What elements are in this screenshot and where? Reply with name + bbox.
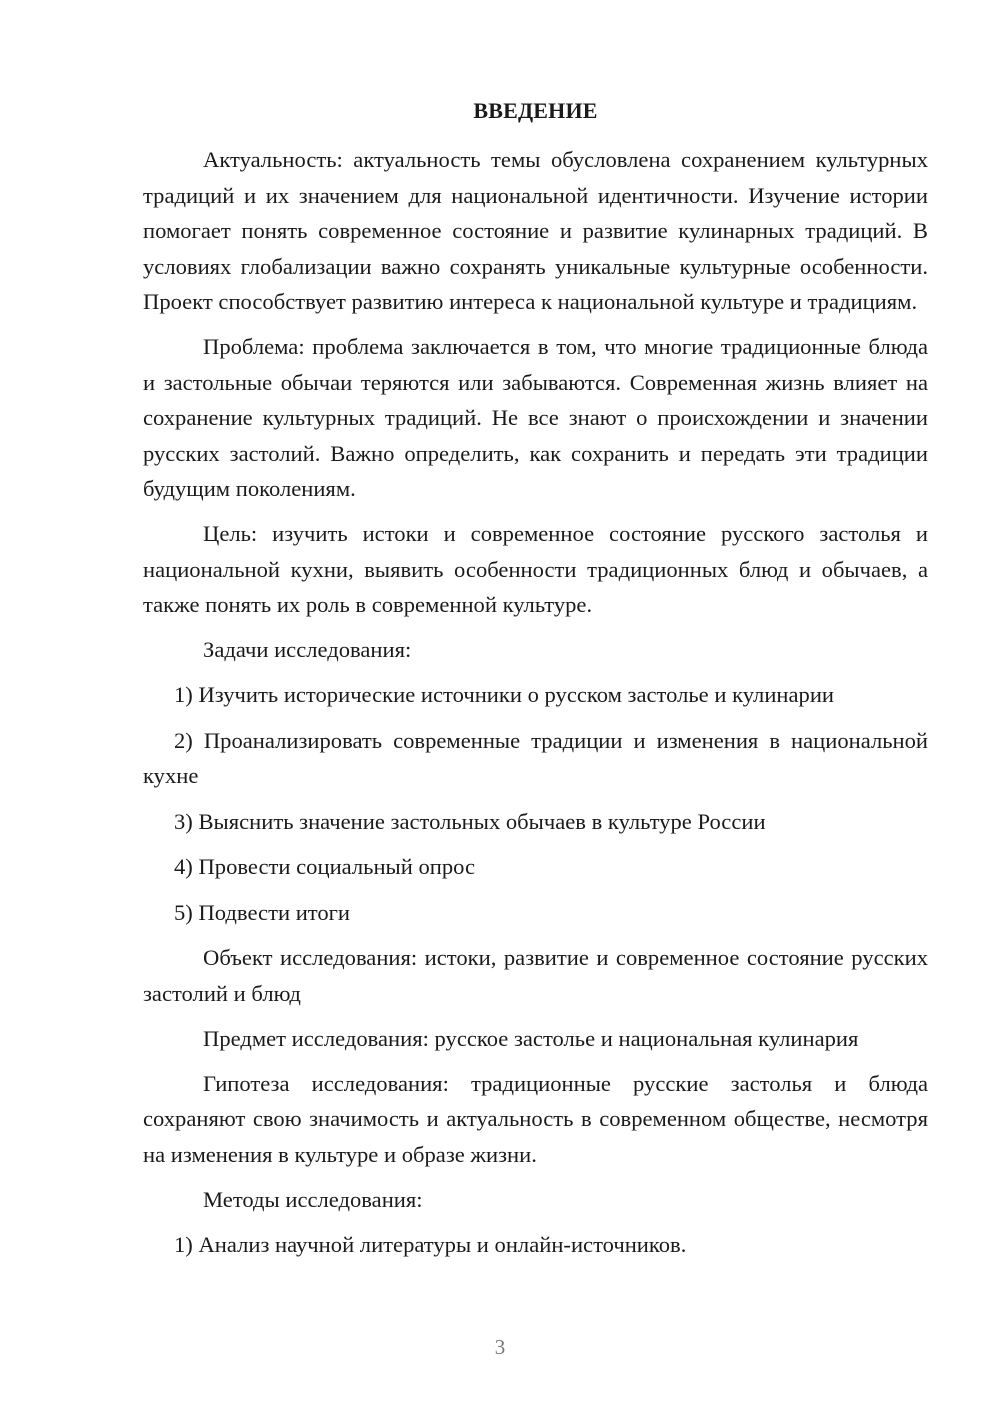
subject-paragraph: Предмет исследования: русское застолье и национальная кулинария (203, 1025, 859, 1051)
task-item-3: 3) Выяснить значение застольных обычаев в культуре России (174, 808, 766, 834)
problem-paragraph: Проблема: проблема заключается в том, что многие традиционные блюда и застольные обычаи теряются или забываются. Современная жизнь влияет на сохранение культурных традиций. Не все знают о происхождении и значении русских застолий. Важно определить, как сохранить и передать эти традиции будущим поколениям. (143, 334, 928, 501)
hypothesis-paragraph: Гипотеза исследования: традиционные русские застолья и блюда сохраняют свою значимость и актуальность в современном обществе, несмотря на изменения в культуре и образе жизни. (143, 1070, 928, 1167)
object-paragraph: Объект исследования: истоки, развитие и современное состояние русских застолий и блюд (143, 945, 928, 1006)
page-number: 3 (494, 1335, 506, 1359)
page-title: ВВЕДЕНИЕ (473, 98, 598, 123)
task-item-1: 1) Изучить исторические источники о русском застолье и кулинарии (174, 682, 835, 707)
methods-heading: Методы исследования: (203, 1186, 423, 1212)
tasks-heading: Задачи исследования: (203, 637, 412, 662)
goal-paragraph: Цель: изучить истоки и современное состояние русского застолья и национальной кухни, выявить особенности традиционных блюд и обычаев, а также понять их роль в современной культуре. (143, 521, 928, 617)
relevance-paragraph: Актуальность: актуальность темы обусловлена сохранением культурных традиций и их значением для национальной идентичности. Изучение истории помогает понять современное состояние и развитие кулинарных традиций. В условиях глобализации важно сохранять уникальные культурные особенности. Проект способствует развитию интереса к национальной культуре и традициям. (143, 147, 928, 314)
task-item-4: 4) Провести социальный опрос (174, 854, 476, 879)
task-item-2: 2) Проанализировать современные традиции и изменения в национальной кухне (143, 727, 928, 788)
document-page (143, 94, 928, 1272)
method-item-1: 1) Анализ научной литературы и онлайн-источников. (174, 1231, 687, 1257)
task-item-5: 5) Подвести итоги (174, 899, 351, 925)
